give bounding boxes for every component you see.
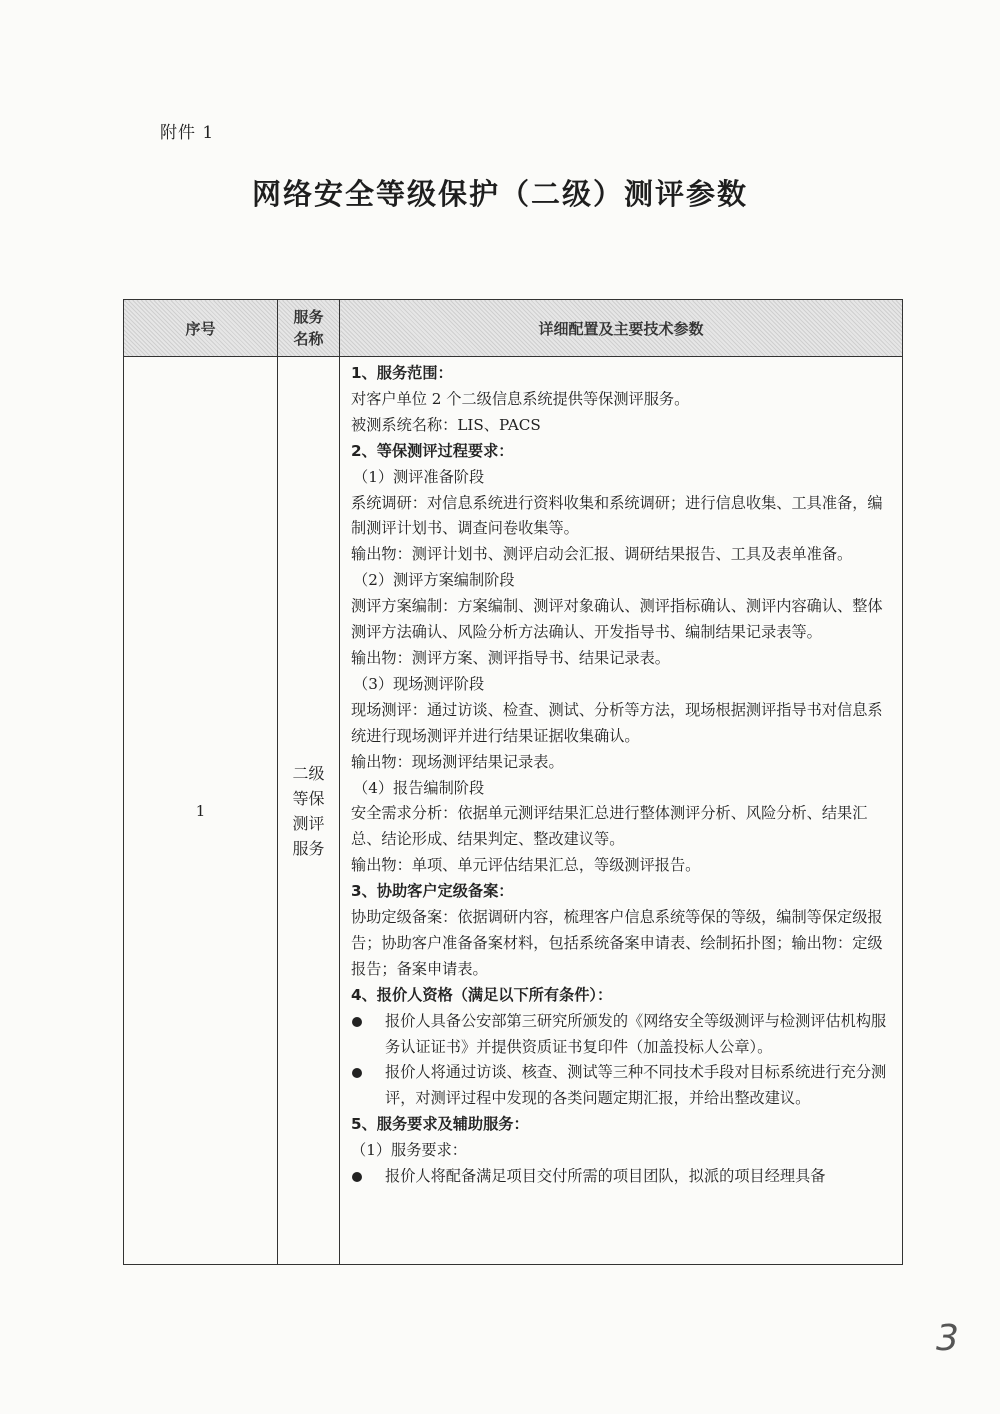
column-header-service-line1: 服务 (293, 308, 324, 326)
service-name-line: 等保 (292, 788, 325, 808)
row-service-cell (278, 357, 340, 1265)
bullet-text: 报价人具备公安部第三研究所颁发的《网络安全等级测评与检测评估机构服务认证证书》并提供资质证书复印件（加盖投标人公章）。 (385, 1011, 887, 1056)
bullet-item (351, 1009, 894, 1061)
column-header-seq: 序号 (124, 300, 278, 357)
page-number: 3 (936, 1318, 959, 1359)
phase-title: （4）报告编制阶段 (353, 778, 485, 797)
detail-text: 测评方案编制：方案编制、测评对象确认、测评指标确认、测评内容确认、整体测评方法确认、风险分析方法确认、开发指导书、编制结果记录表等。 (351, 597, 883, 642)
detail-text: 对客户单位 2 个二级信息系统提供等保测评服务。 (351, 389, 690, 408)
row-seq-cell: 1 (124, 357, 278, 1265)
column-header-detail: 详细配置及主要技术参数 (340, 300, 903, 357)
phase-title: （2）测评方案编制阶段 (353, 571, 515, 590)
section-title: 2、等保测评过程要求： (351, 441, 514, 460)
table-row (124, 357, 903, 1265)
detail-text: 输出物：单项、单元评估结果汇总，等级测评报告。 (351, 856, 701, 875)
section-title: 5、服务要求及辅助服务： (351, 1115, 529, 1134)
phase-title: （1）测评准备阶段 (353, 467, 485, 486)
service-name-line: 服务 (292, 838, 325, 858)
detail-text: 输出物：测评方案、测评指导书、结果记录表。 (351, 648, 670, 667)
detail-content (340, 357, 902, 1264)
phase-title: （3）现场测评阶段 (353, 674, 485, 693)
column-header-service-line2: 名称 (293, 330, 324, 348)
detail-text: 安全需求分析：依据单元测评结果汇总进行整体测评分析、风险分析、结果汇总、结论形成、结果判定、整改建议等。 (351, 804, 868, 849)
detail-text: 现场测评：通过访谈、检查、测试、分析等方法，现场根据测评指导书对信息系统进行现场测评并进行结果证据收集确认。 (351, 700, 883, 745)
phase-title: （1）服务要求： (351, 1141, 467, 1160)
section-title: 1、服务范围： (351, 364, 453, 382)
table-header-row (124, 300, 903, 357)
service-name-line: 测评 (292, 813, 325, 833)
bullet-text: 报价人将通过访谈、核查、测试等三种不同技术手段对目标系统进行充分测评，对测评过程中发现的各类问题定期汇报，并给出整改建议。 (385, 1063, 887, 1108)
detail-text: 输出物：现场测评结果记录表。 (351, 752, 564, 771)
row-detail-cell (340, 357, 903, 1265)
detail-text: 输出物：测评计划书、测评启动会汇报、调研结果报告、工具及表单准备。 (351, 545, 853, 564)
section-title: 4、报价人资格（满足以下所有条件）： (351, 985, 613, 1004)
bullet-item (351, 1164, 894, 1190)
bullet-dot-icon (352, 1017, 362, 1027)
column-header-service (278, 300, 340, 357)
detail-text: 系统调研：对信息系统进行资料收集和系统调研；进行信息收集、工具准备，编制测评计划书、调查问卷收集等。 (351, 493, 883, 538)
bullet-text: 报价人将配备满足项目交付所需的项目团队，拟派的项目经理具备 (385, 1167, 826, 1186)
parameters-table (123, 299, 903, 1265)
attachment-label: 附件 1 (160, 123, 215, 143)
document-title: 网络安全等级保护（二级）测评参数 (251, 177, 748, 211)
detail-text: 协助定级备案：依据调研内容，梳理客户信息系统等保的等级，编制等保定级报告；协助客户准备备案材料，包括系统备案申请表、绘制拓扑图；输出物：定级报告；备案申请表。 (351, 908, 883, 978)
detail-text: 被测系统名称：LIS、PACS (351, 415, 541, 434)
bullet-dot-icon (352, 1068, 362, 1078)
bullet-dot-icon (352, 1172, 362, 1182)
section-title: 3、协助客户定级备案： (351, 882, 514, 901)
bullet-item (351, 1060, 894, 1112)
service-name-line: 二级 (292, 763, 325, 783)
